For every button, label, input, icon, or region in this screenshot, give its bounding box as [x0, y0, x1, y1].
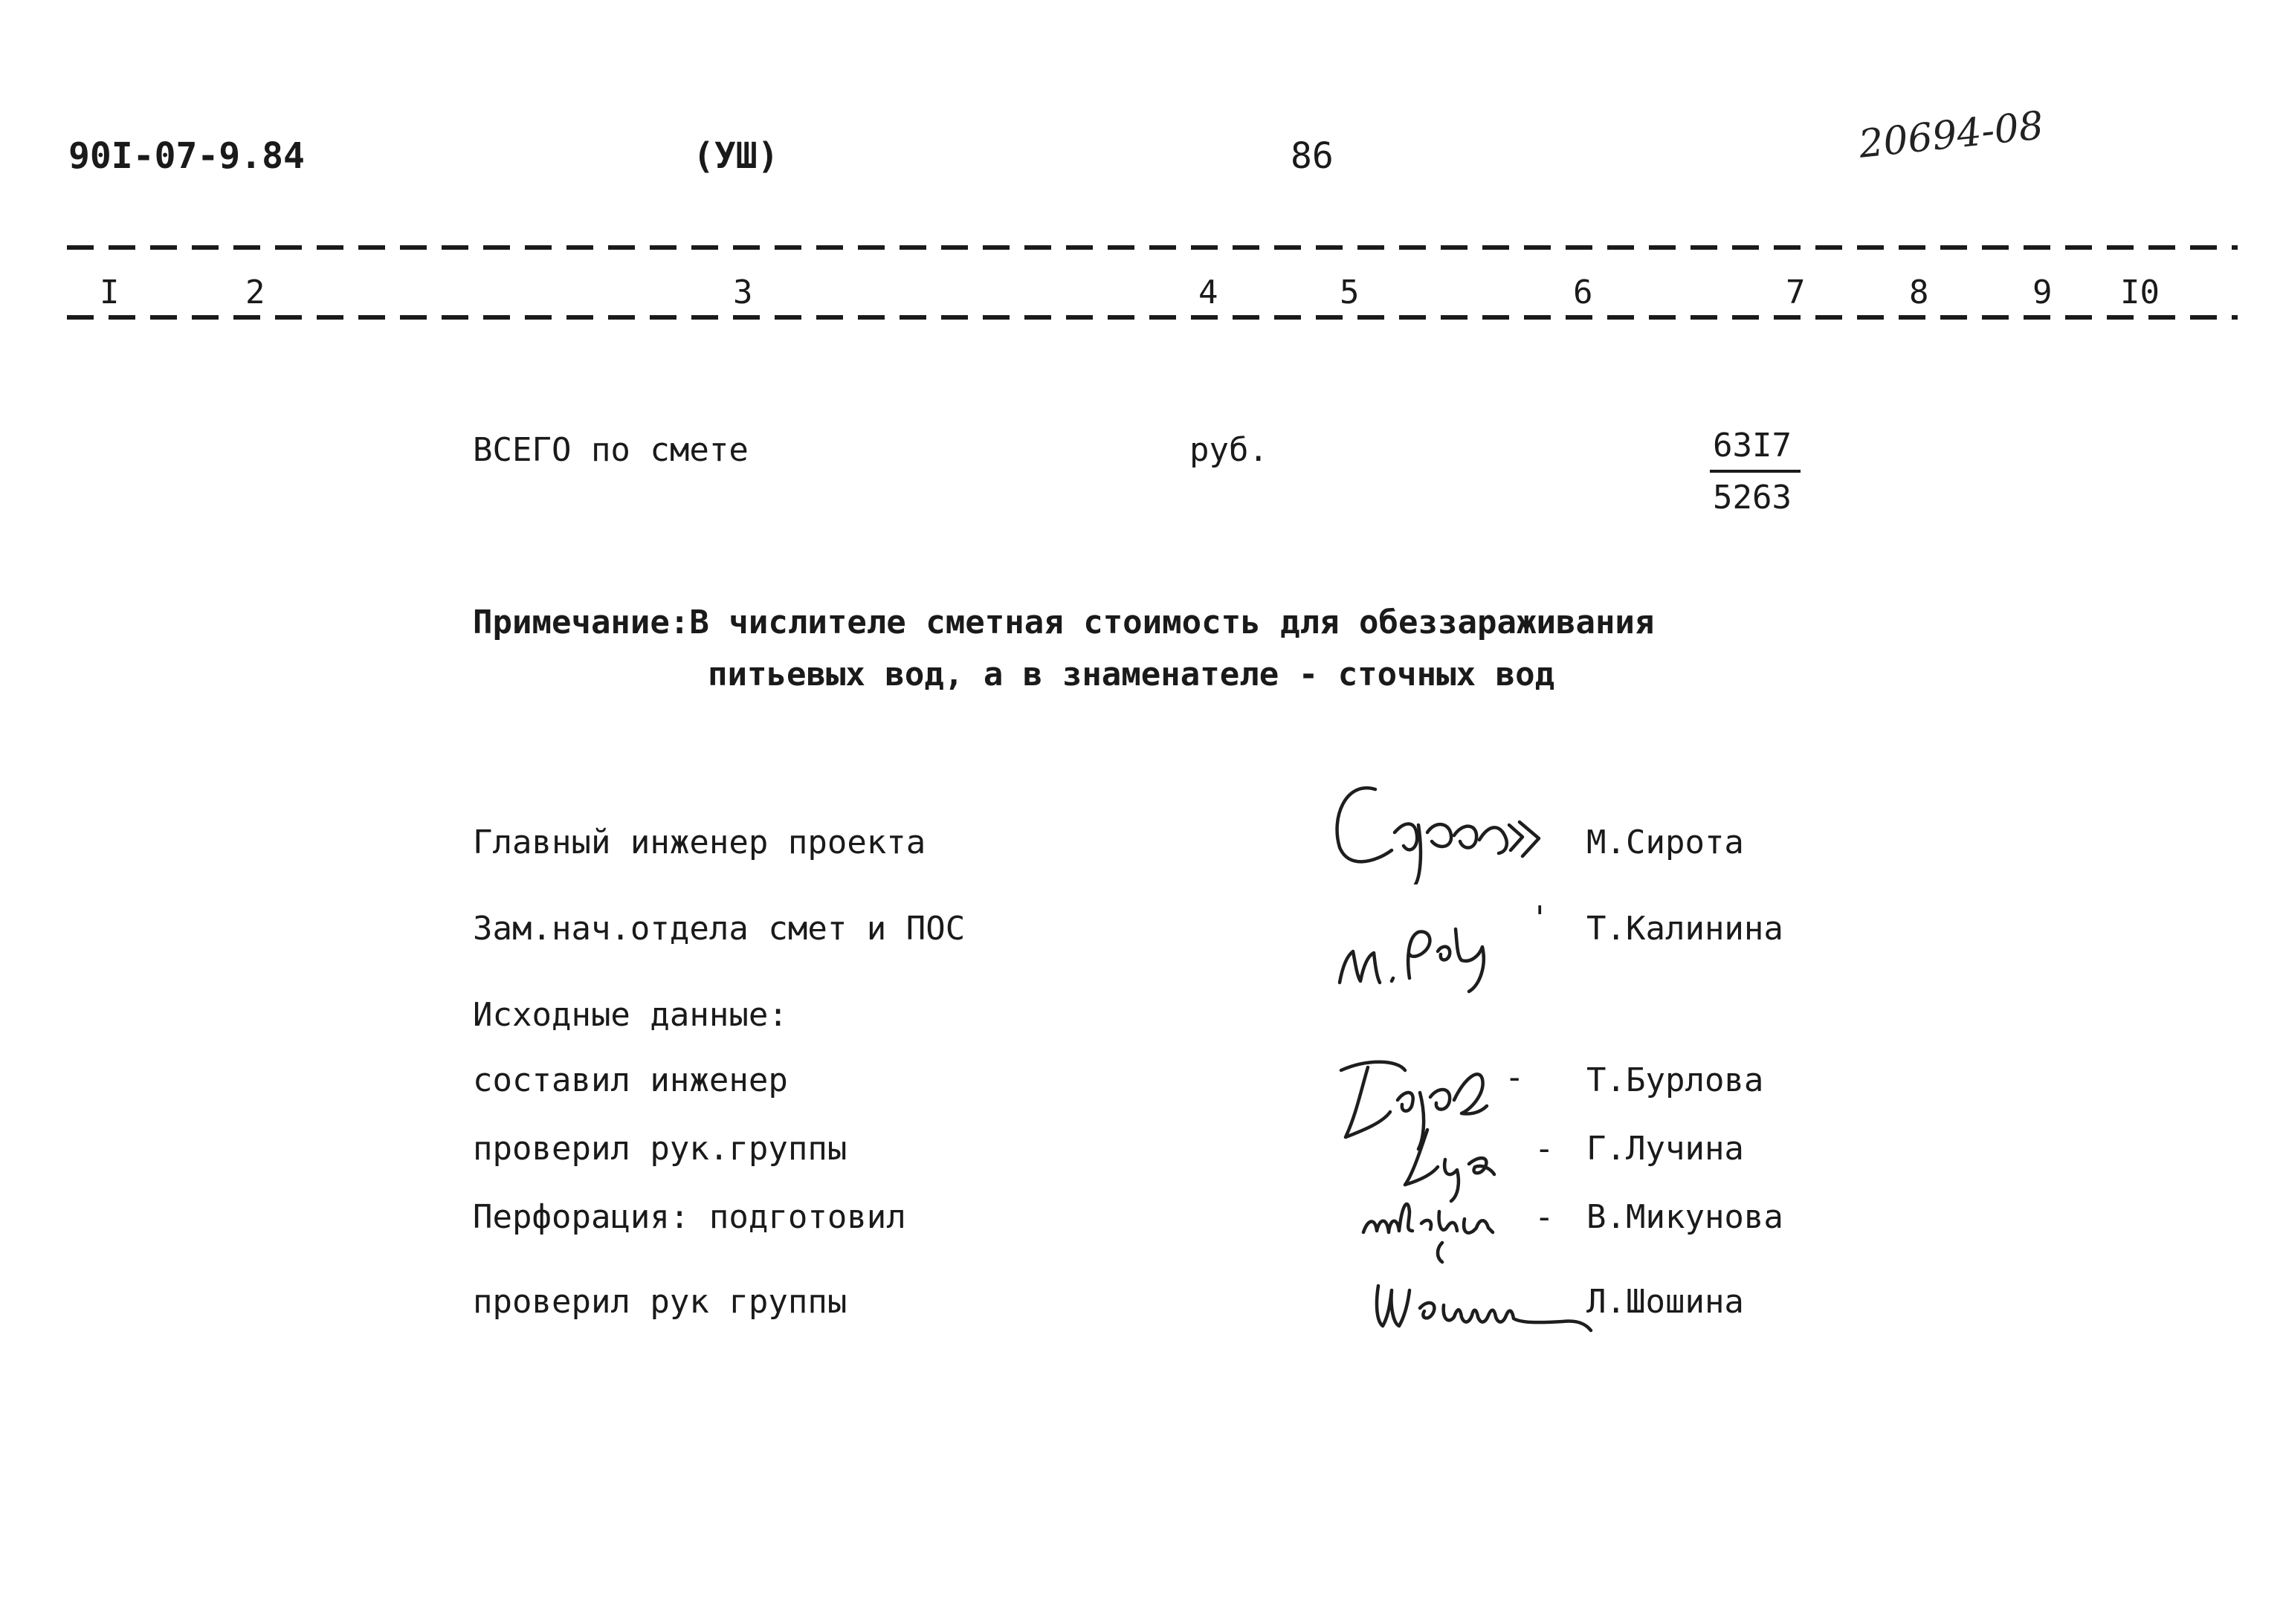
column-number-10: I0	[2117, 276, 2163, 309]
signature-kalinina	[1323, 899, 1539, 996]
source-data-heading: Исходные данные:	[473, 996, 788, 1034]
signature-sirota	[1323, 773, 1576, 884]
signature-name: М.Сирота	[1586, 824, 1744, 861]
signature-name: В.Микунова	[1586, 1198, 1783, 1236]
column-number-9: 9	[2029, 276, 2056, 309]
signature-shoshina	[1368, 1264, 1598, 1353]
archive-number-handwritten: 20694-08	[1856, 103, 2046, 167]
total-label: ВСЕГО по смете	[473, 431, 749, 469]
signature-name: Т.Бурлова	[1586, 1061, 1764, 1099]
total-denominator: 5263	[1713, 479, 1792, 517]
column-number-4: 4	[1195, 276, 1221, 309]
note-line-2: питьевых вод, а в знаменателе - сточных вод	[708, 656, 1555, 693]
signature-name: Л.Шошина	[1586, 1283, 1744, 1321]
signature-separator: -	[1505, 1058, 1525, 1096]
signature-role: составил инженер	[473, 1061, 788, 1099]
column-number-1: I	[97, 276, 123, 309]
signature-name: Г.Лучина	[1586, 1130, 1744, 1168]
column-ruler-bottom-line	[67, 315, 2238, 320]
signature-role: Зам.нач.отдела смет и ПОС	[473, 910, 966, 948]
signature-role: Главный инженер проекта	[473, 824, 926, 861]
signature-role: проверил рук.группы	[473, 1130, 847, 1168]
signature-separator: '	[1530, 899, 1550, 937]
signature-name: Т.Калинина	[1586, 910, 1783, 948]
signature-role: Перфорация: подготовил	[473, 1198, 906, 1236]
document-code: 90I-07-9.84	[68, 135, 305, 177]
column-number-8: 8	[1906, 276, 1932, 309]
signature-role: проверил рук группы	[473, 1283, 847, 1321]
note-line-1: Примечание:В числителе сметная стоимость для обеззараживания	[473, 604, 1655, 641]
signature-separator: -	[1534, 1198, 1554, 1236]
signature-mikunova	[1353, 1174, 1546, 1271]
column-number-5: 5	[1337, 276, 1363, 309]
signature-separator: -	[1534, 1130, 1554, 1168]
column-number-6: 6	[1570, 276, 1596, 309]
column-number-7: 7	[1783, 276, 1809, 309]
total-unit: руб.	[1189, 431, 1268, 469]
column-number-3: 3	[730, 276, 756, 309]
column-ruler-top-line	[67, 245, 2238, 250]
fraction-line	[1710, 470, 1801, 473]
volume-number: (УШ)	[693, 135, 779, 177]
total-numerator: 63I7	[1713, 427, 1792, 465]
column-number-2: 2	[242, 276, 268, 309]
page-number: 86	[1291, 135, 1334, 177]
